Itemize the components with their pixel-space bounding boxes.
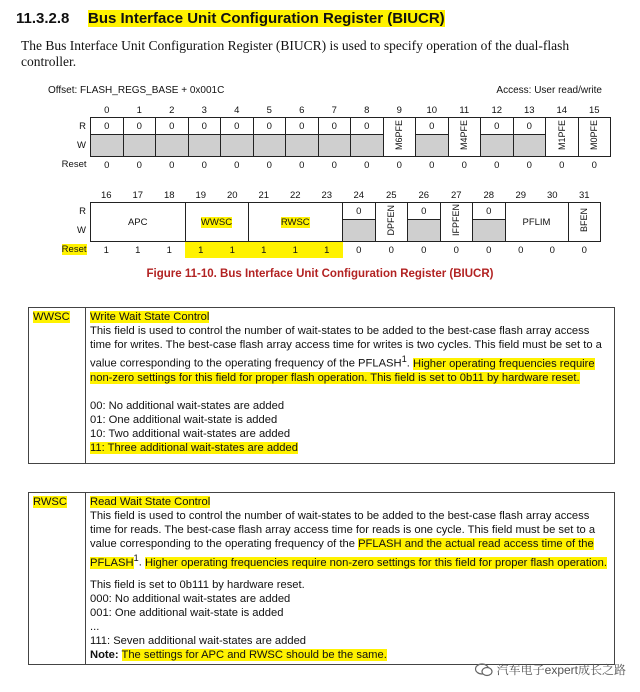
field-pflim: PFLIM: [505, 203, 568, 242]
bit-r: 0: [253, 118, 286, 135]
option: 111: Seven additional wait-states are added: [90, 634, 307, 647]
intro-paragraph: The Bus Interface Unit Configuration Register (BIUCR) is used to specify operation of the dual-flash controller.: [21, 38, 570, 69]
reset-bit: 0: [136, 159, 142, 171]
reset-bit: 1: [185, 242, 217, 259]
field-bfen: BFEN: [568, 203, 601, 242]
field-description: Read Wait State Control This field is used to control the number of wait-states to be added to the best-case flash array access time for reads. The best-case flash array access time for reads is one cycle. This field must be set to a value corresponding to the operating frequency of the PFLASH and the actual read access time of the PFLASH$^1$. Higher operating frequencies require non-zero settings for this field for proper flash operation. This field is set to 0b111 by hardware reset. 000: No additional wait-states are added 001: One additional wait-state is added ... 111: Seven additional wait-states are added Note: The settings for APC and RWSC should be the same.: [86, 493, 615, 665]
bit-number: 28: [483, 189, 495, 201]
row-label-r: R: [79, 120, 86, 132]
bit-number: 1: [136, 104, 142, 116]
reset-bit: 0: [518, 244, 524, 256]
bit-number: 14: [556, 104, 568, 116]
reset-bit: 1: [248, 242, 280, 259]
reset-bit: 0: [591, 159, 597, 171]
reset-bit: 0: [421, 244, 427, 256]
section-number: 11.3.2.8: [16, 10, 70, 27]
option: 001: One additional wait-state is added: [90, 606, 284, 619]
field-code: WWSC: [29, 308, 86, 464]
bit-number: 30: [546, 189, 558, 201]
bit-r: 0: [473, 203, 506, 220]
option: 11: Three additional wait-states are added: [90, 441, 298, 454]
bit-r: 0: [416, 118, 449, 135]
bit-r: 0: [286, 118, 319, 135]
field-m1pfe: M1PFE: [546, 118, 579, 157]
reset-bit: 0: [429, 159, 435, 171]
reset-bit: 0: [364, 159, 370, 171]
bit-r: 0: [513, 118, 546, 135]
reset-bit: 0: [526, 159, 532, 171]
register-bottom: [48, 188, 601, 258]
bit-r: 0: [318, 118, 351, 135]
bit-r: 0: [156, 118, 189, 135]
bit-number: 6: [299, 104, 305, 116]
reset-bit: 0: [453, 244, 459, 256]
bit-number: 23: [321, 189, 333, 201]
bit-r: 0: [408, 203, 441, 220]
bit-number: 27: [450, 189, 462, 201]
offset-label: Offset: FLASH_REGS_BASE + 0x001C: [48, 85, 225, 96]
bit-number: 2: [169, 104, 175, 116]
reset-bit: 0: [356, 244, 362, 256]
reset-bit: 0: [486, 244, 492, 256]
reset-bit: 0: [581, 244, 587, 256]
bit-number: 16: [100, 189, 112, 201]
bit-number: 4: [234, 104, 240, 116]
bit-number: 5: [266, 104, 272, 116]
reset-bit: 0: [266, 159, 272, 171]
reset-bit: 0: [494, 159, 500, 171]
field-m4pfe: M4PFE: [448, 118, 481, 157]
bit-number: 29: [515, 189, 527, 201]
wwsc-description: [28, 307, 615, 464]
reset-bit: 0: [234, 159, 240, 171]
reset-bit: 1: [135, 244, 141, 256]
bit-r: 0: [351, 118, 384, 135]
register-top: [48, 103, 611, 173]
bit-r: 0: [91, 118, 124, 135]
reset-bit: 0: [461, 159, 467, 171]
bit-number: 0: [104, 104, 110, 116]
bit-number: 12: [491, 104, 503, 116]
field-rwsc: RWSC: [248, 203, 343, 242]
rwsc-description: [28, 492, 615, 665]
field-title: Read Wait State Control: [90, 496, 211, 508]
option: 00: No additional wait-states are added: [90, 399, 285, 412]
bit-number: 3: [201, 104, 207, 116]
bit-number: 15: [588, 104, 600, 116]
bit-number: 21: [258, 189, 270, 201]
reset-bit: 1: [166, 244, 172, 256]
field-title: Write Wait State Control: [90, 311, 210, 323]
figure-caption: Figure 11-10. Bus Interface Unit Configuration Register (BIUCR): [146, 268, 494, 280]
bit-number: 26: [418, 189, 430, 201]
bit-r: 0: [343, 203, 376, 220]
option: 000: No additional wait-states are added: [90, 592, 291, 605]
reset-bit: 1: [217, 242, 249, 259]
bit-number: 19: [195, 189, 207, 201]
field-m6pfe: M6PFE: [383, 118, 416, 157]
row-label-reset: Reset: [61, 244, 87, 256]
bit-number: 18: [163, 189, 175, 201]
bit-number: 17: [132, 189, 144, 201]
reset-bit: 0: [169, 159, 175, 171]
row-label-r: R: [79, 205, 86, 217]
field-dpfen: DPFEN: [375, 203, 408, 242]
option: 01: One additional wait-state is added: [90, 413, 278, 426]
wechat-icon: [475, 663, 493, 677]
bit-number: 24: [353, 189, 365, 201]
reset-bit: 0: [299, 159, 305, 171]
field-description: Write Wait State Control This field is used to control the number of wait-states to be added to the best-case flash array access time for writes. The best-case flash array access time for writes is two cycles. This field must be set to a value corresponding to the operating frequency of the PFLASH$^1$. Higher operating frequencies require non-zero settings for this field for proper flash operation. This field is set to 0b11 by hardware reset. 00: No additional wait-states are added 01: One additional wait-state is added 10: Two additional wait-states are added 11: Three additional wait-states are added: [86, 308, 615, 464]
row-label-w: W: [77, 140, 86, 151]
bit-number: 11: [459, 104, 470, 116]
bit-number: 7: [331, 104, 337, 116]
reset-bit: 0: [559, 159, 565, 171]
bit-number: 25: [385, 189, 397, 201]
reset-bit: 0: [104, 159, 110, 171]
section-title: Bus Interface Unit Configuration Register (BIUCR): [88, 10, 445, 27]
reset-bit: 1: [280, 242, 312, 259]
ellipsis: ...: [90, 620, 100, 633]
bit-number: 9: [396, 104, 402, 116]
bit-r: 0: [221, 118, 254, 135]
field-m0pfe: M0PFE: [578, 118, 611, 157]
section-heading: [16, 10, 445, 27]
row-label-w: W: [77, 225, 86, 236]
reset-bit: 0: [388, 244, 394, 256]
reset-bit: 1: [103, 244, 109, 256]
reset-bit: 0: [331, 159, 337, 171]
reset-bit: 0: [549, 244, 555, 256]
bit-number: 31: [578, 189, 590, 201]
reset-bit: 0: [201, 159, 207, 171]
reset-bit: 1: [311, 242, 343, 259]
bit-number: 13: [523, 104, 535, 116]
field-ifpfen: IFPFEN: [440, 203, 473, 242]
bit-number: 8: [364, 104, 370, 116]
bit-number: 10: [426, 104, 438, 116]
field-wwsc: WWSC: [185, 203, 248, 242]
bit-number: 22: [289, 189, 301, 201]
reset-bit: 0: [396, 159, 402, 171]
bit-r: 0: [123, 118, 156, 135]
bit-r: 0: [481, 118, 514, 135]
bit-r: 0: [188, 118, 221, 135]
field-code: RWSC: [29, 493, 86, 665]
option: 10: Two additional wait-states are added: [90, 427, 291, 440]
access-label: Access: User read/write: [496, 85, 602, 96]
watermark: [475, 661, 626, 678]
row-label-reset: Reset: [61, 159, 87, 171]
note: Note: The settings for APC and RWSC should be the same.: [90, 648, 387, 661]
watermark-text: 汽车电子expert成长之路: [496, 663, 626, 677]
bit-number: 20: [226, 189, 238, 201]
field-apc: APC: [91, 203, 186, 242]
reset-note: This field is set to 0b111 by hardware reset.: [90, 578, 305, 591]
